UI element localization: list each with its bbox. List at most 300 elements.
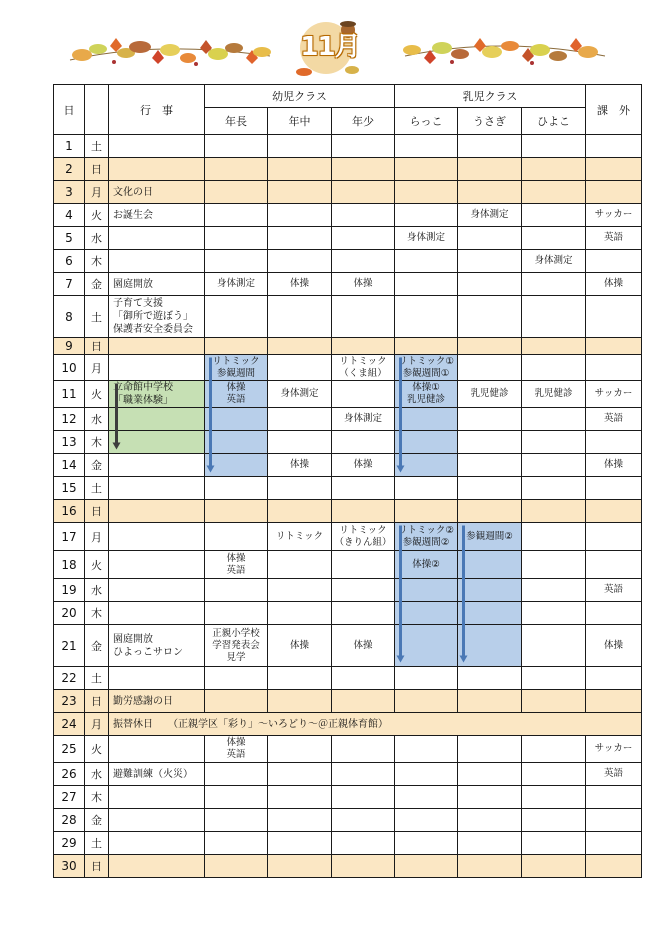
nencho-cell <box>205 477 268 500</box>
weekday: 日 <box>85 158 109 181</box>
nensho-cell <box>332 500 395 523</box>
events-cell <box>109 454 205 477</box>
day-number: 28 <box>54 809 85 832</box>
events-cell <box>109 602 205 625</box>
hiyoko-cell <box>522 181 586 204</box>
day-row <box>54 690 642 713</box>
hiyoko-cell <box>522 296 586 338</box>
day-number: 16 <box>54 500 85 523</box>
cell-text: 体操 <box>603 278 623 289</box>
day-row <box>54 227 642 250</box>
events-cell <box>109 523 205 551</box>
usagi-cell <box>458 181 522 204</box>
nensho-cell <box>332 355 395 381</box>
month-badge <box>297 20 363 80</box>
day-row <box>54 786 642 809</box>
rakko-cell <box>395 500 458 523</box>
weekday: 木 <box>85 786 109 809</box>
cell-text: サッカー <box>594 743 633 754</box>
hiyoko-cell <box>522 551 586 579</box>
events-cell <box>109 135 205 158</box>
cell-text: 乳児健診 <box>470 388 509 399</box>
cell-text: 正親小学校 <box>212 627 260 639</box>
nenchu-cell <box>268 500 332 523</box>
nencho-cell <box>205 500 268 523</box>
usagi-cell <box>458 523 522 551</box>
events-cell <box>109 296 205 338</box>
extracurricular-cell <box>586 579 642 602</box>
day-column-header: 日 <box>54 85 85 135</box>
rakko-cell <box>395 625 458 667</box>
nencho-cell <box>205 454 268 477</box>
cell-text: 身体測定 <box>280 388 319 399</box>
nencho-cell <box>205 408 268 431</box>
usagi-cell <box>458 204 522 227</box>
cell-text: 体操 <box>289 278 309 289</box>
nensho-cell <box>332 786 395 809</box>
nensho-cell <box>332 625 395 667</box>
nenchu-cell <box>268 135 332 158</box>
cell-text: リトミック <box>339 524 387 536</box>
cell-text: 身体測定 <box>343 413 382 424</box>
hiyoko-cell <box>522 477 586 500</box>
day-row <box>54 250 642 273</box>
usagi-cell <box>458 477 522 500</box>
weekday: 月 <box>85 713 109 736</box>
hiyoko-cell <box>522 454 586 477</box>
day-row <box>54 408 642 431</box>
cell-text: リトミック① <box>398 355 454 367</box>
rakko-cell <box>395 809 458 832</box>
usagi-cell <box>458 602 522 625</box>
cell-text: 英語 <box>603 768 623 779</box>
weekday: 日 <box>85 690 109 713</box>
extracurricular-cell <box>586 625 642 667</box>
nenchu-cell <box>268 736 332 763</box>
usagi-cell <box>458 296 522 338</box>
cell-text: 英語 <box>603 232 623 243</box>
extracurricular-cell <box>586 736 642 763</box>
nenchu-cell <box>268 477 332 500</box>
cell-text: 身体測定 <box>406 232 445 243</box>
nenchu-cell <box>268 809 332 832</box>
usagi-cell <box>458 355 522 381</box>
nenchu-cell <box>268 227 332 250</box>
hiyoko-cell <box>522 855 586 878</box>
rakko-cell <box>395 579 458 602</box>
rakko-cell <box>395 381 458 408</box>
day-number: 19 <box>54 579 85 602</box>
events-cell <box>109 381 205 408</box>
extracurricular-cell <box>586 408 642 431</box>
extracurricular-cell <box>586 355 642 381</box>
day-number: 30 <box>54 855 85 878</box>
hiyoko-cell <box>522 736 586 763</box>
day-number: 27 <box>54 786 85 809</box>
nensho-cell <box>332 273 395 296</box>
usagi-cell <box>458 667 522 690</box>
weekday: 火 <box>85 551 109 579</box>
nenchu-cell <box>268 832 332 855</box>
rakko-cell <box>395 408 458 431</box>
day-row <box>54 477 642 500</box>
nencho-cell <box>205 296 268 338</box>
nenchu-cell <box>268 690 332 713</box>
usagi-cell <box>458 408 522 431</box>
hiyoko-cell <box>522 355 586 381</box>
cell-text: 乳児健診 <box>534 388 573 399</box>
nencho-cell <box>205 690 268 713</box>
day-row <box>54 158 642 181</box>
usagi-cell <box>458 786 522 809</box>
weekday: 日 <box>85 338 109 355</box>
nenchu-cell <box>268 625 332 667</box>
events-cell <box>109 855 205 878</box>
nensho-cell <box>332 809 395 832</box>
day-number: 29 <box>54 832 85 855</box>
cell-text: 乳児健診 <box>406 394 445 405</box>
extracurricular-cell <box>586 431 642 454</box>
nencho-cell <box>205 625 268 667</box>
day-row <box>54 667 642 690</box>
nenchu-cell <box>268 338 332 355</box>
hiyoko-cell <box>522 431 586 454</box>
extracurricular-cell <box>586 690 642 713</box>
usagi-cell <box>458 431 522 454</box>
nencho-cell <box>205 250 268 273</box>
events-cell <box>109 431 205 454</box>
cell-text: 英語 <box>226 564 246 576</box>
day-number: 15 <box>54 477 85 500</box>
cell-text: リトミック <box>339 355 387 367</box>
day-number: 10 <box>54 355 85 381</box>
events-cell <box>109 355 205 381</box>
nencho-cell <box>205 736 268 763</box>
rakko-cell <box>395 763 458 786</box>
weekday: 火 <box>85 381 109 408</box>
events-cell <box>109 809 205 832</box>
day-number: 14 <box>54 454 85 477</box>
rakko-cell <box>395 250 458 273</box>
events-cell <box>109 477 205 500</box>
cell-text: ひよっこサロン <box>113 646 183 658</box>
extracurricular-cell <box>586 809 642 832</box>
day-number: 18 <box>54 551 85 579</box>
cell-text: 参観週間 <box>216 367 255 379</box>
nensho-cell <box>332 579 395 602</box>
day-row <box>54 454 642 477</box>
usagi-cell <box>458 250 522 273</box>
extracurricular-cell <box>586 786 642 809</box>
day-row <box>54 579 642 602</box>
weekday: 土 <box>85 477 109 500</box>
nensho-cell <box>332 204 395 227</box>
class-header-nenchu: 年中 <box>268 108 332 135</box>
events-cell <box>109 338 205 355</box>
cell-text: 参観週間① <box>402 367 450 379</box>
day-number: 4 <box>54 204 85 227</box>
day-number: 7 <box>54 273 85 296</box>
nencho-cell <box>205 855 268 878</box>
day-number: 1 <box>54 135 85 158</box>
cell-text: 子育て支援 <box>113 298 163 309</box>
day-row <box>54 296 642 338</box>
nensho-cell <box>332 181 395 204</box>
nenchu-cell <box>268 786 332 809</box>
day-number: 21 <box>54 625 85 667</box>
day-number: 5 <box>54 227 85 250</box>
nenchu-cell <box>268 602 332 625</box>
extracurricular-cell <box>586 181 642 204</box>
usagi-cell <box>458 338 522 355</box>
weekday: 月 <box>85 355 109 381</box>
rakko-cell <box>395 602 458 625</box>
nenchu-cell <box>268 454 332 477</box>
cell-text: 体操 <box>353 278 373 289</box>
day-row <box>54 500 642 523</box>
day-row <box>54 855 642 878</box>
nenchu-cell <box>268 523 332 551</box>
weekday: 金 <box>85 273 109 296</box>
nensho-cell <box>332 381 395 408</box>
usagi-cell <box>458 551 522 579</box>
usagi-cell <box>458 273 522 296</box>
nencho-cell <box>205 809 268 832</box>
class-header-rakko: らっこ <box>395 108 458 135</box>
cell-text: 参観週間② <box>466 530 513 542</box>
events-cell: 振替休日 （正親学区「彩り」～いろどり～＠正親体育館） <box>109 713 642 736</box>
cell-text: 体操 <box>289 459 309 470</box>
nensho-cell <box>332 763 395 786</box>
nensho-cell <box>332 551 395 579</box>
nencho-cell <box>205 602 268 625</box>
day-row <box>54 602 642 625</box>
events-cell <box>109 408 205 431</box>
cell-text: 体操 <box>353 459 373 470</box>
cell-text: 園庭開放 <box>113 278 153 290</box>
day-row <box>54 338 642 355</box>
hiyoko-cell <box>522 204 586 227</box>
day-number: 3 <box>54 181 85 204</box>
day-row <box>54 763 642 786</box>
rakko-cell <box>395 786 458 809</box>
hiyoko-cell <box>522 338 586 355</box>
usagi-cell <box>458 454 522 477</box>
nencho-cell <box>205 381 268 408</box>
usagi-cell <box>458 158 522 181</box>
day-number: 11 <box>54 381 85 408</box>
nencho-cell <box>205 204 268 227</box>
hiyoko-cell <box>522 408 586 431</box>
extracurricular-column-header: 課 外 <box>586 85 642 135</box>
left-leaf-garland <box>70 38 271 66</box>
class-header-nencho: 年長 <box>205 108 268 135</box>
cell-text: 英語 <box>603 413 623 424</box>
nenchu-cell <box>268 408 332 431</box>
usagi-cell <box>458 736 522 763</box>
infant-class-group-header: 幼児クラス <box>205 85 395 108</box>
cell-text: 英語 <box>603 584 623 595</box>
nencho-cell <box>205 579 268 602</box>
extracurricular-cell <box>586 500 642 523</box>
hiyoko-cell <box>522 786 586 809</box>
weekday: 土 <box>85 667 109 690</box>
extracurricular-cell <box>586 135 642 158</box>
events-cell <box>109 158 205 181</box>
nensho-cell <box>332 855 395 878</box>
nenchu-cell <box>268 579 332 602</box>
nencho-cell <box>205 338 268 355</box>
weekday: 土 <box>85 296 109 338</box>
day-row <box>54 832 642 855</box>
day-row <box>54 809 642 832</box>
weekday: 金 <box>85 454 109 477</box>
cell-text: 英語 <box>226 749 246 760</box>
weekday: 月 <box>85 181 109 204</box>
cell-text: 英語 <box>226 394 246 405</box>
day-row <box>54 204 642 227</box>
rakko-cell <box>395 667 458 690</box>
day-number: 9 <box>54 338 85 355</box>
cell-text: 身体測定 <box>216 278 255 289</box>
hiyoko-cell <box>522 135 586 158</box>
extracurricular-cell <box>586 523 642 551</box>
weekday: 日 <box>85 855 109 878</box>
right-leaf-garland <box>403 38 605 65</box>
cell-text: 体操② <box>412 558 440 570</box>
nensho-cell <box>332 158 395 181</box>
month-label: 11月 <box>300 32 360 62</box>
weekday: 土 <box>85 832 109 855</box>
usagi-cell <box>458 135 522 158</box>
day-row <box>54 713 642 736</box>
extracurricular-cell <box>586 204 642 227</box>
nencho-cell <box>205 355 268 381</box>
cell-text: 体操① <box>412 382 440 393</box>
cell-text: 身体測定 <box>534 255 573 266</box>
events-cell <box>109 832 205 855</box>
day-number: 24 <box>54 713 85 736</box>
hiyoko-cell <box>522 158 586 181</box>
nensho-cell <box>332 408 395 431</box>
nenchu-cell <box>268 763 332 786</box>
weekday: 火 <box>85 204 109 227</box>
rakko-cell <box>395 181 458 204</box>
weekday: 日 <box>85 500 109 523</box>
day-number: 8 <box>54 296 85 338</box>
nencho-cell <box>205 135 268 158</box>
hiyoko-cell <box>522 227 586 250</box>
cell-text: （くま組） <box>339 367 387 379</box>
baby-class-group-header: 乳児クラス <box>395 85 586 108</box>
hiyoko-cell <box>522 809 586 832</box>
weekday: 月 <box>85 523 109 551</box>
day-row <box>54 135 642 158</box>
extracurricular-cell <box>586 338 642 355</box>
weekday: 水 <box>85 408 109 431</box>
extracurricular-cell <box>586 296 642 338</box>
day-row <box>54 273 642 296</box>
usagi-cell <box>458 381 522 408</box>
day-number: 20 <box>54 602 85 625</box>
nencho-cell <box>205 786 268 809</box>
rakko-cell <box>395 551 458 579</box>
day-row <box>54 551 642 579</box>
cell-text: 体操 <box>603 639 623 651</box>
events-cell <box>109 227 205 250</box>
hiyoko-cell <box>522 667 586 690</box>
extracurricular-cell <box>586 855 642 878</box>
page-header <box>0 0 668 84</box>
extracurricular-cell <box>586 227 642 250</box>
events-cell <box>109 181 205 204</box>
nencho-cell <box>205 523 268 551</box>
cell-text: サッカー <box>594 388 633 399</box>
hiyoko-cell <box>522 763 586 786</box>
hiyoko-cell <box>522 690 586 713</box>
events-cell <box>109 667 205 690</box>
cell-text: 文化の日 <box>113 186 153 198</box>
events-cell <box>109 736 205 763</box>
cell-text: 体操 <box>289 639 309 651</box>
rakko-cell <box>395 135 458 158</box>
extracurricular-cell <box>586 832 642 855</box>
cell-text: リトミック② <box>398 524 454 536</box>
day-row <box>54 381 642 408</box>
cell-text: 体操 <box>226 552 246 564</box>
monthly-schedule-table <box>53 84 642 878</box>
hiyoko-cell <box>522 579 586 602</box>
weekday: 水 <box>85 227 109 250</box>
usagi-cell <box>458 579 522 602</box>
weekday: 水 <box>85 579 109 602</box>
nensho-cell <box>332 135 395 158</box>
events-cell <box>109 690 205 713</box>
nensho-cell <box>332 250 395 273</box>
nencho-cell <box>205 763 268 786</box>
rakko-cell <box>395 296 458 338</box>
usagi-cell <box>458 690 522 713</box>
day-number: 17 <box>54 523 85 551</box>
nensho-cell <box>332 338 395 355</box>
nencho-cell <box>205 158 268 181</box>
events-column-header: 行 事 <box>109 85 205 135</box>
usagi-cell <box>458 500 522 523</box>
day-number: 22 <box>54 667 85 690</box>
class-header-nensho: 年少 <box>332 108 395 135</box>
nencho-cell <box>205 227 268 250</box>
cell-text: 体操 <box>226 382 246 393</box>
weekday: 火 <box>85 736 109 763</box>
nenchu-cell <box>268 855 332 878</box>
hiyoko-cell <box>522 523 586 551</box>
cell-text: 体操 <box>226 737 246 748</box>
nenchu-cell <box>268 355 332 381</box>
weekday-column-header <box>85 85 109 135</box>
day-row <box>54 625 642 667</box>
day-row <box>54 431 642 454</box>
nensho-cell <box>332 454 395 477</box>
extracurricular-cell <box>586 381 642 408</box>
cell-text: （きりん組） <box>334 536 392 548</box>
day-row <box>54 355 642 381</box>
cell-text: 身体測定 <box>470 209 509 220</box>
nensho-cell <box>332 736 395 763</box>
schedule-body <box>54 135 642 878</box>
nencho-cell <box>205 551 268 579</box>
weekday: 金 <box>85 809 109 832</box>
nencho-cell <box>205 431 268 454</box>
